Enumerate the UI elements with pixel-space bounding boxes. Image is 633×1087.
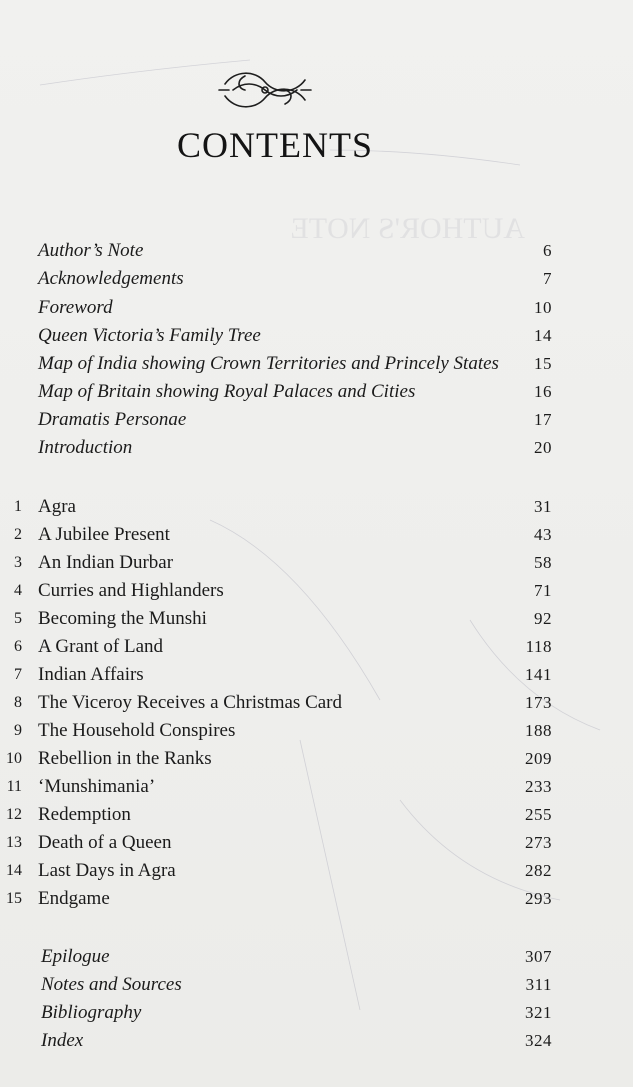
chapter-page: 273 bbox=[525, 833, 552, 852]
chapter-page: 233 bbox=[525, 777, 552, 796]
toc-entry[interactable] bbox=[0, 971, 633, 999]
chapter-title: Redemption bbox=[38, 804, 131, 825]
entry-title: Map of Britain showing Royal Palaces and Cities bbox=[38, 381, 416, 402]
toc-entry[interactable] bbox=[0, 999, 633, 1027]
chapter-number: 3 bbox=[14, 554, 22, 571]
toc-chapter[interactable] bbox=[0, 549, 633, 577]
chapter-number: 4 bbox=[14, 582, 22, 599]
chapter-page: 255 bbox=[525, 805, 552, 824]
entry-title: Introduction bbox=[38, 437, 133, 458]
toc-chapter[interactable] bbox=[0, 773, 633, 801]
toc-chapter[interactable] bbox=[0, 661, 633, 689]
toc-entry[interactable] bbox=[0, 350, 633, 378]
toc-entry[interactable] bbox=[0, 943, 633, 971]
chapter-title: The Viceroy Receives a Christmas Card bbox=[38, 692, 342, 713]
chapter-number: 14 bbox=[6, 862, 22, 879]
entry-page: 14 bbox=[534, 326, 552, 345]
toc-chapter[interactable] bbox=[0, 857, 633, 885]
entry-page: 17 bbox=[534, 410, 552, 429]
entry-title: Notes and Sources bbox=[41, 974, 182, 995]
toc-chapter[interactable] bbox=[0, 745, 633, 773]
toc-chapter[interactable] bbox=[0, 717, 633, 745]
chapter-page: 31 bbox=[534, 497, 552, 516]
toc-chapter[interactable] bbox=[0, 521, 633, 549]
chapter-number: 11 bbox=[6, 778, 22, 795]
toc-chapter[interactable] bbox=[0, 633, 633, 661]
chapter-page: 43 bbox=[534, 525, 552, 544]
chapter-page: 188 bbox=[525, 721, 552, 740]
toc-chapter[interactable] bbox=[0, 829, 633, 857]
toc-chapter[interactable] bbox=[0, 605, 633, 633]
chapter-title: Rebellion in the Ranks bbox=[38, 748, 212, 769]
entry-page: 15 bbox=[534, 354, 552, 373]
toc-entry[interactable] bbox=[0, 265, 633, 293]
toc-entry[interactable] bbox=[0, 378, 633, 406]
toc-entry[interactable] bbox=[0, 237, 633, 265]
chapter-title: Last Days in Agra bbox=[38, 860, 176, 881]
entry-page: 321 bbox=[525, 1003, 552, 1022]
toc-entry[interactable] bbox=[0, 294, 633, 322]
chapter-title: The Household Conspires bbox=[38, 720, 236, 741]
chapter-title: A Jubilee Present bbox=[38, 524, 170, 545]
chapter-page: 71 bbox=[534, 581, 552, 600]
toc-entry[interactable] bbox=[0, 1027, 633, 1055]
chapter-number: 2 bbox=[14, 526, 22, 543]
flourish-ornament-icon bbox=[215, 64, 315, 116]
toc-entry[interactable] bbox=[0, 322, 633, 350]
toc-chapter[interactable] bbox=[0, 689, 633, 717]
chapter-number: 13 bbox=[6, 834, 22, 851]
chapter-number: 5 bbox=[14, 610, 22, 627]
chapter-title: Curries and Highlanders bbox=[38, 580, 224, 601]
entry-title: Epilogue bbox=[41, 946, 110, 967]
entry-page: 10 bbox=[534, 298, 552, 317]
chapter-title: An Indian Durbar bbox=[38, 552, 174, 573]
chapter-title: A Grant of Land bbox=[38, 636, 164, 657]
chapter-page: 92 bbox=[534, 609, 552, 628]
entry-page: 311 bbox=[525, 975, 552, 994]
entry-title: Dramatis Personae bbox=[38, 409, 187, 430]
chapter-number: 8 bbox=[14, 694, 22, 711]
chapter-title: Agra bbox=[38, 496, 76, 517]
toc-chapter[interactable] bbox=[0, 493, 633, 521]
entry-title: Bibliography bbox=[41, 1002, 142, 1023]
entry-page: 324 bbox=[525, 1031, 552, 1050]
chapter-number: 1 bbox=[14, 498, 22, 515]
chapter-number: 15 bbox=[6, 890, 22, 907]
chapter-page: 293 bbox=[525, 889, 552, 908]
entry-page: 20 bbox=[534, 438, 552, 457]
chapter-title: Becoming the Munshi bbox=[38, 608, 207, 629]
chapter-title: Indian Affairs bbox=[38, 664, 144, 685]
entry-page: 16 bbox=[534, 382, 552, 401]
chapter-title: Death of a Queen bbox=[38, 832, 172, 853]
toc-chapter[interactable] bbox=[0, 885, 633, 913]
entry-title: Author’s Note bbox=[38, 240, 144, 261]
chapter-number: 9 bbox=[14, 722, 22, 739]
toc-entry[interactable] bbox=[0, 434, 633, 462]
chapter-page: 58 bbox=[534, 553, 552, 572]
entry-title: Foreword bbox=[38, 297, 113, 318]
chapter-number: 7 bbox=[14, 666, 22, 683]
entry-page: 307 bbox=[525, 947, 552, 966]
entry-page: 7 bbox=[543, 269, 552, 288]
chapter-title: ‘Munshimania’ bbox=[38, 776, 156, 797]
toc-entry[interactable] bbox=[0, 406, 633, 434]
chapter-number: 12 bbox=[6, 806, 22, 823]
svg-text:AUTHOR'S NOTE: AUTHOR'S NOTE bbox=[290, 212, 525, 245]
chapter-page: 173 bbox=[525, 693, 552, 712]
chapter-title: Endgame bbox=[38, 888, 110, 909]
page-title: CONTENTS bbox=[177, 125, 373, 165]
chapter-number: 6 bbox=[14, 638, 22, 655]
entry-title: Queen Victoria’s Family Tree bbox=[38, 325, 261, 346]
toc-chapter[interactable] bbox=[0, 577, 633, 605]
chapter-page: 118 bbox=[525, 637, 552, 656]
toc-chapter[interactable] bbox=[0, 801, 633, 829]
chapter-page: 209 bbox=[525, 749, 552, 768]
entry-title: Map of India showing Crown Territories and Princely States bbox=[38, 353, 499, 374]
entry-title: Acknowledgements bbox=[38, 268, 184, 289]
entry-title: Index bbox=[41, 1030, 84, 1051]
chapter-page: 282 bbox=[525, 861, 552, 880]
chapter-number: 10 bbox=[6, 750, 22, 767]
entry-page: 6 bbox=[543, 241, 552, 260]
chapter-page: 141 bbox=[525, 665, 552, 684]
